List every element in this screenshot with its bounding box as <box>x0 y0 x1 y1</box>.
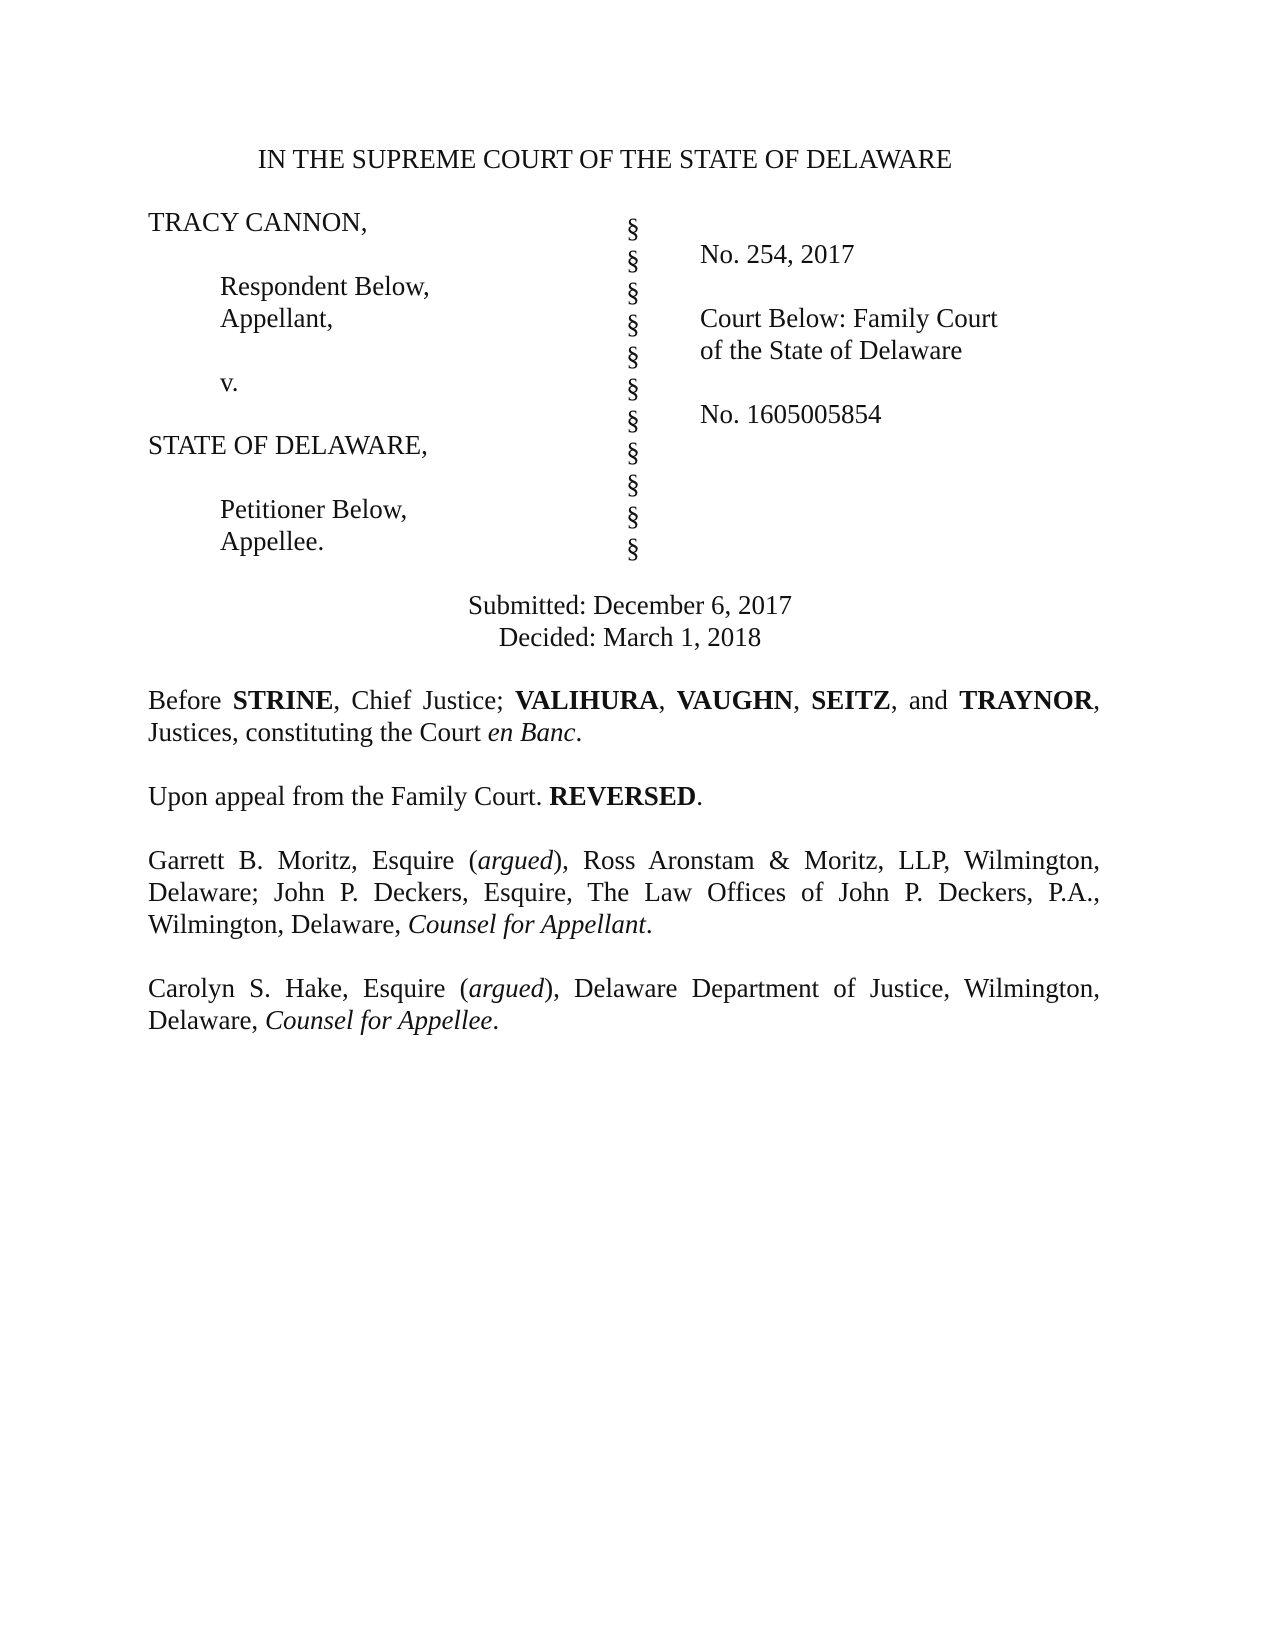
counsel-appellant-paragraph: Garrett B. Moritz, Esquire (argued), Ross Aronstam & Moritz, LLP, Wilmington, Delaware; John P. Deckers, Esquire, The Law Offices of John P. Deckers, P.A., Wilmington, Delaware, Counsel for Appellant. <box>148 845 1100 939</box>
section-symbol: § <box>626 405 640 435</box>
section-symbol: § <box>626 533 640 563</box>
court-below-line-1: Court Below: Family Court <box>700 303 998 333</box>
section-symbol: § <box>626 469 640 499</box>
appellee-role-appeal: Appellee. <box>220 526 325 556</box>
section-symbol: § <box>626 373 640 403</box>
justice-seitz: SEITZ <box>811 685 891 715</box>
counsel-appellee-role: Counsel for Appellee <box>264 1005 493 1035</box>
court-heading: IN THE SUPREME COURT OF THE STATE OF DELAWARE <box>257 144 953 174</box>
appellant-name: TRACY CANNON, <box>148 207 368 237</box>
section-symbol: § <box>626 213 640 243</box>
lower-court-case-number: No. 1605005854 <box>700 399 882 429</box>
appellant-role-below: Respondent Below, <box>220 271 430 301</box>
submitted-date: Submitted: December 6, 2017 <box>468 590 792 620</box>
section-symbol: § <box>626 437 640 467</box>
section-symbol: § <box>626 309 640 339</box>
justice-traynor: TRAYNOR <box>959 685 1094 715</box>
justice-vaughn: VAUGHN <box>676 685 794 715</box>
section-symbol: § <box>626 245 640 275</box>
section-symbol-column <box>618 212 648 564</box>
appellant-role-appeal: Appellant, <box>220 303 334 333</box>
section-symbol: § <box>626 277 640 307</box>
appellee-name: STATE OF DELAWARE, <box>148 430 428 460</box>
en-banc: en Banc <box>487 717 576 747</box>
case-number: No. 254, 2017 <box>700 239 855 269</box>
counsel-appellee-paragraph: Carolyn S. Hake, Esquire (argued), Delaware Department of Justice, Wilmington, Delaware, Counsel for Appellee. <box>148 973 1100 1035</box>
justice-strine: STRINE <box>232 685 334 715</box>
section-symbol: § <box>626 341 640 371</box>
decided-date: Decided: March 1, 2018 <box>498 622 762 652</box>
section-symbol: § <box>626 501 640 531</box>
court-below-line-2: of the State of Delaware <box>700 335 963 365</box>
counsel-appellant-role: Counsel for Appellant <box>407 909 646 939</box>
disposition-paragraph: Upon appeal from the Family Court. REVERSED. <box>148 781 703 811</box>
justice-valihura: VALIHURA <box>515 685 659 715</box>
appellee-role-below: Petitioner Below, <box>220 494 408 524</box>
panel-paragraph: Before STRINE, Chief Justice; VALIHURA, VAUGHN, SEITZ, and TRAYNOR, Justices, constituting the Court en Banc. <box>148 685 1100 747</box>
versus: v. <box>220 367 239 397</box>
disposition-result: REVERSED <box>549 781 697 811</box>
